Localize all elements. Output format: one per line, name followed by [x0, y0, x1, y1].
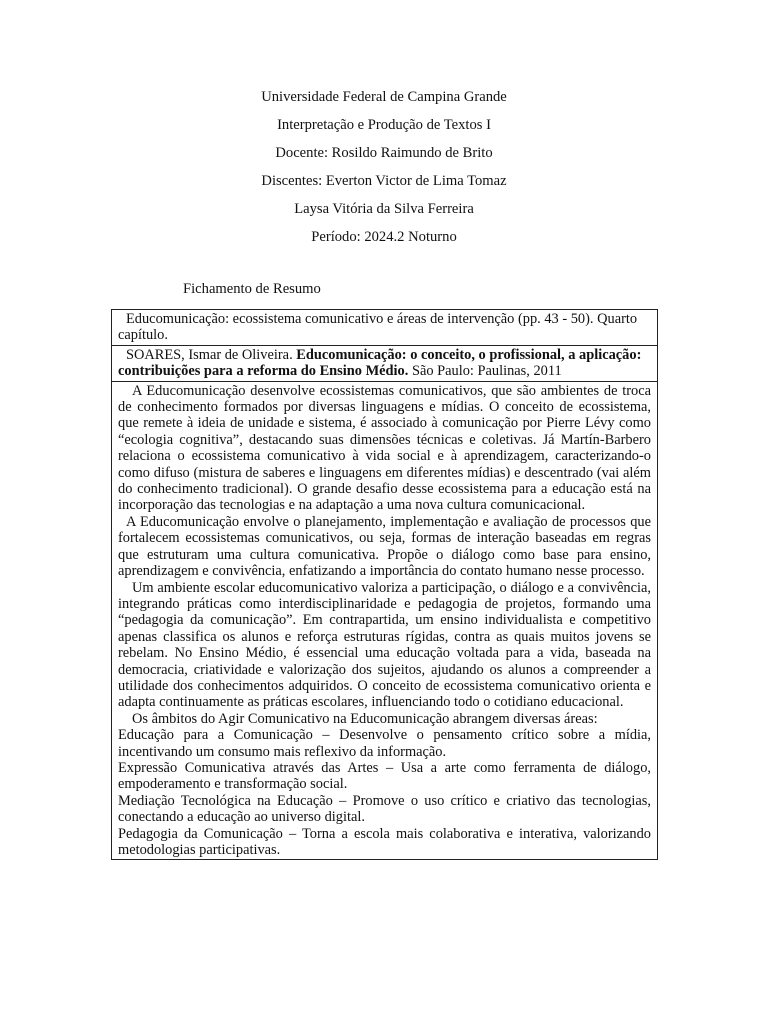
area-item-3: Mediação Tecnológica na Educação – Promove o uso crítico e criativo das tecnologias, conectando a educação ao universo digital.: [118, 792, 651, 826]
teacher-line: Docente: Rosildo Raimundo de Brito: [275, 145, 493, 161]
document-header: [0, 83, 768, 251]
summary-paragraph-4: Os âmbitos do Agir Comunicativo na Educomunicação abrangem diversas áreas:: [132, 710, 598, 727]
course-name: Interpretação e Produção de Textos I: [277, 117, 491, 133]
reference-title: Educomunicação: o conceito, o profissional, a aplicação: contribuições para a reforma do Ensino Médio.: [118, 346, 642, 380]
reference-cell: [112, 346, 657, 382]
area-item-1: Educação para a Comunicação – Desenvolve o pensamento crítico sobre a mídia, incentivando um consumo mais reflexivo da informação.: [118, 727, 651, 760]
summary-table: [111, 309, 658, 860]
area-item-4: Pedagogia da Comunicação – Torna a escola mais colaborativa e interativa, valorizando metodologias participativas.: [118, 825, 651, 858]
summary-paragraph-2: A Educomunicação envolve o planejamento, implementação e avaliação de processos que fortalecem ecossistemas comunicativos, ou seja, formas de interação baseadas em regras que estruturam uma cultura comunicativa. Propõe o diálogo como base para ensino, aprendizagem e convivência, enfatizando a importância do contato humano nesse processo.: [118, 513, 651, 580]
section-label: Fichamento de Resumo: [183, 281, 321, 297]
reference-author: SOARES, Ismar de Oliveira.: [126, 346, 297, 363]
reference-publisher: São Paulo: Paulinas, 2011: [408, 363, 562, 380]
topic-text: Educomunicação: ecossistema comunicativo e áreas de intervenção (pp. 43 - 50). Quarto capítulo.: [118, 311, 638, 344]
area-item-2: Expressão Comunicativa através das Artes – Usa a arte como ferramenta de diálogo, empoderamento e transformação social.: [118, 759, 651, 793]
students-line-2: Laysa Vitória da Silva Ferreira: [294, 201, 474, 217]
summary-body-cell: [112, 382, 657, 860]
topic-cell: [112, 310, 657, 346]
institution-name: Universidade Federal de Campina Grande: [261, 89, 507, 105]
period-line: Período: 2024.2 Noturno: [311, 229, 457, 245]
summary-paragraph-1: A Educomunicação desenvolve ecossistemas comunicativos, que são ambientes de troca de conhecimento formados por diversas linguagens e mídias. O conceito de ecossistema, que remete à ideia de unidade e sistema, é associado à comunicação por Pierre Lévy como “ecologia cognitiva”, destacando suas dimensões técnicas e coletivas. Já Martín-Barbero relaciona o ecossistema comunicativo à vida social e à aprendizagem, caracterizando-o como difuso (mistura de saberes e linguagens em diferentes mídias) e descentrado (vai além do conhecimento tradicional). O grande desafio desse ecossistema para a educação está na incorporação das tecnologias e na adaptação a uma nova cultura comunicacional.: [118, 382, 651, 514]
students-line-1: Discentes: Everton Victor de Lima Tomaz: [261, 173, 507, 189]
summary-paragraph-3: Um ambiente escolar educomunicativo valoriza a participação, o diálogo e a convivência, integrando práticas como interdisciplinaridade e pedagogia de projetos, formando uma “pedagogia da comunicação”. Em contrapartida, um ensino individualista e competitivo apenas classifica os alunos e reforça estruturas rígidas, contra as quais muitos jovens se rebelam. No Ensino Médio, é essencial uma educação voltada para a vida, baseada na democracia, criatividade e valorização dos sujeitos, ajudando os alunos a compreender a utilidade dos conhecimentos adquiridos. O conceito de ecossistema comunicativo orienta e adapta continuamente as práticas escolares, influenciando todo o cotidiano educacional.: [118, 579, 651, 711]
